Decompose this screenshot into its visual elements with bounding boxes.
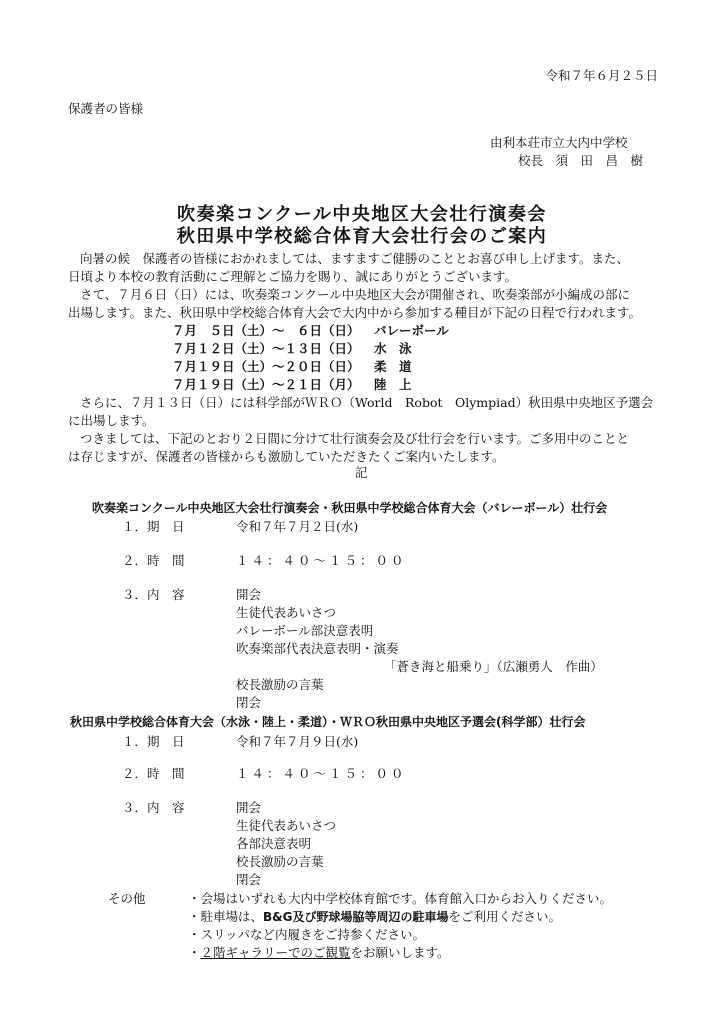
paragraph-line: は存じますが、保護者の皆様からも激励していただきたくご案内いたします。 [68, 449, 505, 464]
section2-date-label: １．期 日 [122, 734, 185, 749]
section2-content-label: ３．内 容 [122, 800, 185, 815]
note-parking-pre: ・駐車場は、 [188, 909, 264, 924]
program-item: 開会 [236, 587, 262, 602]
body-text [68, 249, 668, 464]
schedule-date: ７月１９日（土）～２０日（日） [172, 359, 360, 374]
note-parking [188, 907, 561, 925]
gallery-viewing: ２階ギャラリーでのご観覧 [200, 945, 351, 960]
paragraph-line: に出場します。 [68, 413, 155, 428]
paragraph-line: さて、７月６日（日）には、吹奏楽コンクール中央地区大会が開催され、吹奏楽部が小編成の部に [80, 287, 631, 302]
document-date: 令和７年６月２５日 [545, 68, 658, 83]
note-gallery-post: をお願いします。 [350, 945, 450, 960]
note-parking-post: をご利用ください。 [448, 909, 561, 924]
schedule-event: バレーボール [374, 323, 449, 338]
note-gallery-pre: ・ [188, 945, 201, 960]
section2-time-value: １４：４０～１５：００ [236, 766, 407, 781]
sender-principal: 校長 須 田 昌 樹 [518, 153, 644, 168]
note-gallery [188, 943, 450, 961]
other-label: その他 [108, 891, 146, 906]
program-item: 生徒代表あいさつ [236, 818, 337, 833]
section2-time-label: ２．時 間 [122, 766, 185, 781]
program-item: 吹奏楽部代表決意表明・演奏 [236, 641, 399, 656]
program-item: 各部決意表明 [236, 836, 312, 851]
note-venue: ・会場はいずれも大内中学校体育館です。体育館入口からお入りください。 [188, 891, 613, 906]
sender-school: 由利本荘市立大内中学校 [490, 135, 628, 150]
paragraph-line: さらに、７月１３日（日）には科学部がＷＲＯ（World Robot Olympiad）秋田県中央地区予選会 [80, 395, 654, 410]
paragraph-line: 出場します。また、秋田県中学校総合体育大会で大内中から参加する種目が下記の日程で行われます。 [68, 305, 642, 320]
schedule-date: ７月１９日（土）～２１日（月） [172, 377, 360, 392]
section1-time-label: ２．時 間 [122, 553, 185, 568]
paragraph-line: 日頃より本校の教育活動にご理解とご協力を賜り、誠にありがとうございます。 [68, 269, 518, 284]
paragraph-line: つきましては、下記のとおり２日間に分けて壮行演奏会及び壮行会を行います。ご多用中のことと [80, 431, 630, 446]
section1-content-label: ３．内 容 [122, 587, 185, 602]
parking-location: B&G及び野球場脇等周辺の駐車場 [263, 910, 449, 924]
program-item: 校長激励の言葉 [236, 677, 324, 692]
program-item: 生徒代表あいさつ [236, 605, 337, 620]
ki-heading: 記 [355, 465, 368, 480]
section1-date-value: 令和７年７月２日(水) [236, 519, 359, 534]
paragraph-line: 向暑の候 保護者の皆様におかれましては、ますますご健勝のこととお喜び申し上げます。また、 [80, 251, 630, 266]
schedule-event: 柔 道 [374, 359, 412, 374]
program-item: バレーボール部決意表明 [236, 623, 374, 638]
title-line-2: 秋田県中学校総合体育大会壮行会のご案内 [176, 226, 548, 247]
section1-date-label: １．期 日 [122, 519, 185, 534]
section1-time-value: １４：４０～１５：００ [236, 553, 407, 568]
section1-heading: 吹奏楽コンクール中央地区大会壮行演奏会・秋田県中学校総合体育大会（バレーボール）壮行会 [92, 501, 608, 515]
program-item: 校長激励の言葉 [236, 854, 324, 869]
song-title: 「蒼き海と船乗り」（広瀬勇人 作曲） [384, 659, 603, 674]
program-item: 閉会 [236, 695, 262, 710]
schedule-event: 陸 上 [374, 377, 412, 392]
schedule-date: ７月 ５日（土）～ ６日（日） [172, 323, 360, 338]
section2-date-value: 令和７年７月９日(水) [236, 734, 359, 749]
program-item: 開会 [236, 800, 262, 815]
schedule-date: ７月１２日（土）～１３日（日） [172, 341, 360, 356]
schedule-event: 水 泳 [374, 341, 412, 356]
title-line-1: 吹奏楽コンクール中央地区大会壮行演奏会 [177, 204, 547, 225]
program-item: 閉会 [236, 872, 262, 887]
addressee: 保護者の皆様 [68, 101, 144, 116]
note-slippers: ・スリッパなど内履きをご持参ください。 [188, 927, 426, 942]
section2-heading: 秋田県中学校総合体育大会（水泳・陸上・柔道）・ＷＲＯ秋田県中央地区予選会(科学部）壮行会 [70, 715, 586, 729]
